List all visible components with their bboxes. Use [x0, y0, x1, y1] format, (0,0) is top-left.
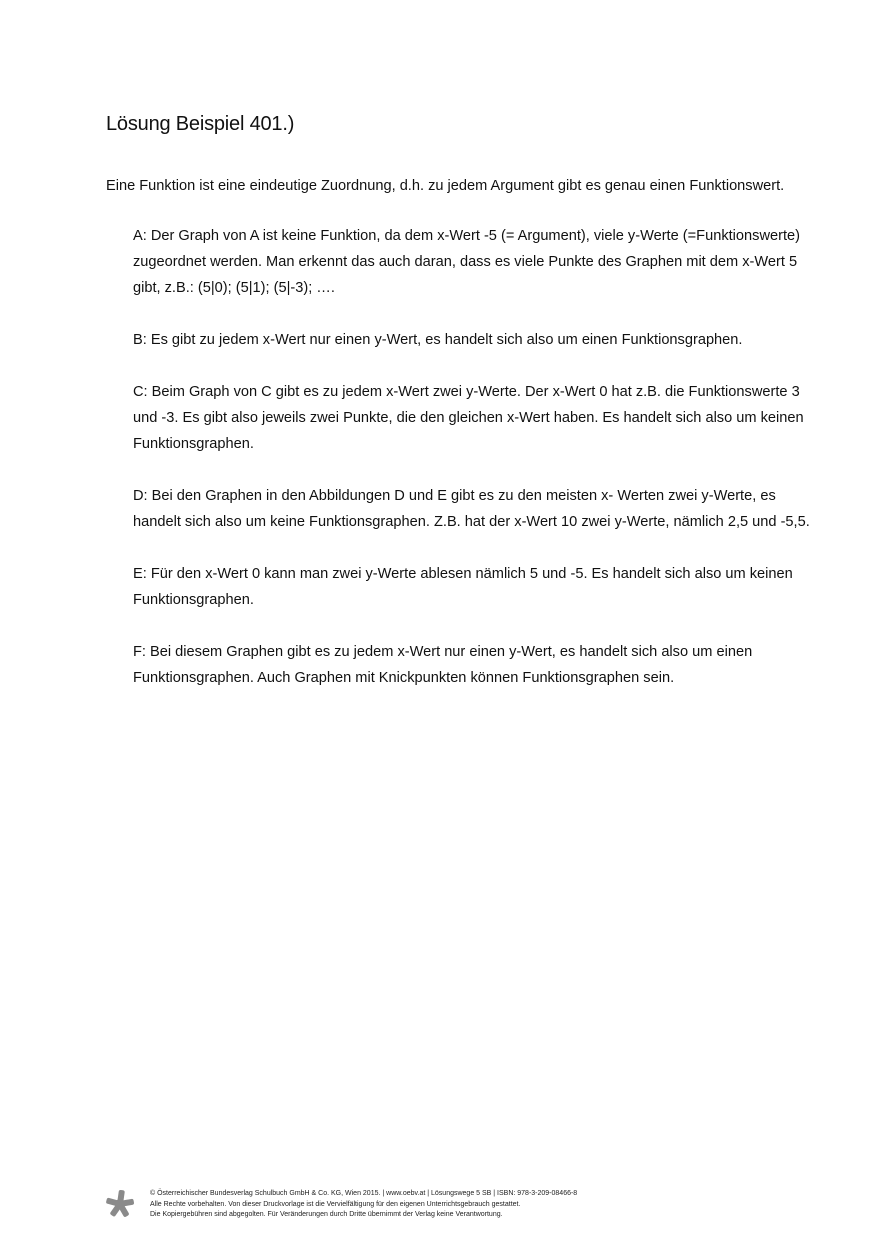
footer-fees: Die Kopiergebühren sind abgegolten. Für Veränderungen durch Dritte übernimmt der Verlag keine Verantwortung. [150, 1211, 503, 1218]
footer-copyright: © Österreichischer Bundesverlag Schulbuch GmbH & Co. KG, Wien 2015. | www.oebv.at | Lösungswege 5 SB | ISBN: 978-3-209-08466-8 [150, 1190, 578, 1197]
answer-e: E: Für den x-Wert 0 kann man zwei y-Werte ablesen nämlich 5 und -5. Es handelt sich also um keinen Funktionsgraphen. [133, 566, 793, 608]
answer-d: D: Bei den Graphen in den Abbildungen D und E gibt es zu den meisten x- Werten zwei y-Werte, es handelt sich also um keine Funktionsgraphen. Z.B. hat der x-Wert 10 zwei y-Werte, nämlich 2,5 und -5,5. [133, 488, 810, 530]
answer-list [133, 223, 823, 717]
answer-b: B: Es gibt zu jedem x-Wert nur einen y-Wert, es handelt sich also um einen Funktionsgraphen. [133, 332, 743, 348]
answer-a: A: Der Graph von A ist keine Funktion, da dem x-Wert -5 (= Argument), viele y-Werte (=Funktionswerte) zugeordnet werden. Man erkennt das auch daran, dass es viele Punkte des Graphen mit dem x-Wert 5 gibt, z.B.: (5|0); (5|1); (5|-3); …. [133, 228, 800, 296]
answer-c: C: Beim Graph von C gibt es zu jedem x-Wert zwei y-Werte. Der x-Wert 0 hat z.B. die Funktionswerte 3 und -3. Es gibt also jeweils zwei Punkte, die den gleichen x-Wert haben. Es handelt sich also um keinen Funktionsgraphen. [133, 384, 804, 452]
page-footer [104, 1188, 804, 1224]
intro-paragraph: Eine Funktion ist eine eindeutige Zuordnung, d.h. zu jedem Argument gibt es genau einen Funktionswert. [106, 178, 785, 194]
footer-text [150, 1189, 577, 1221]
footer-rights: Alle Rechte vorbehalten. Von dieser Druckvorlage ist die Vervielfältigung für den eigenen Unterrichtsgebrauch gestattet. [150, 1200, 521, 1208]
page-title: Lösung Beispiel 401.) [106, 113, 295, 135]
answer-f: F: Bei diesem Graphen gibt es zu jedem x-Wert nur einen y-Wert, es handelt sich also um einen Funktionsgraphen. Auch Graphen mit Knickpunkten können Funktionsgraphen sein. [133, 644, 753, 686]
oebv-asterisk-logo-icon [104, 1188, 136, 1220]
